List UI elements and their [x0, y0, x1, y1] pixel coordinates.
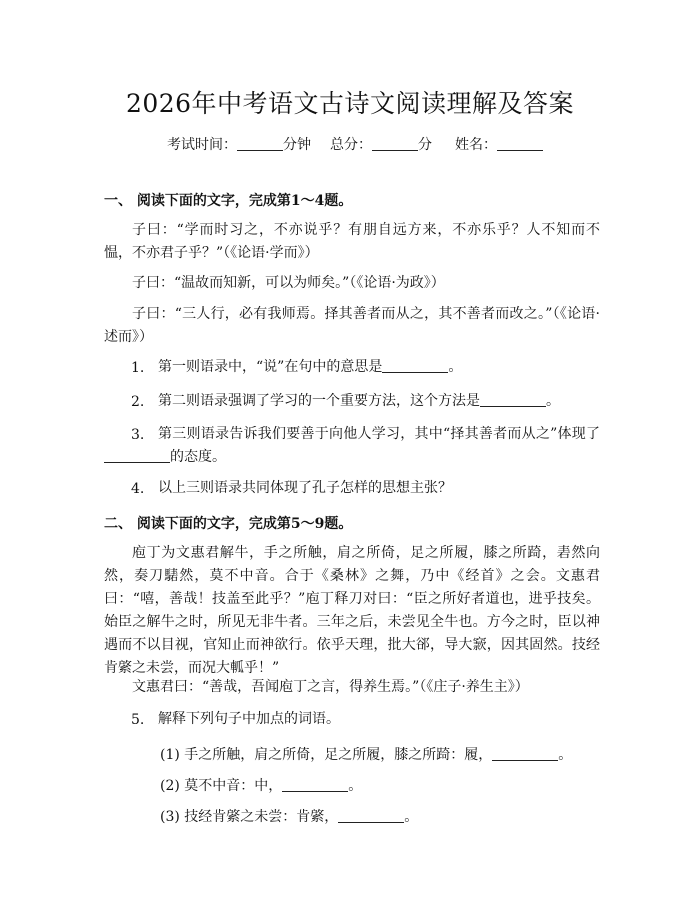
question-5-item-3: [160, 806, 418, 826]
question-4: [158, 477, 452, 500]
item-2-suffix: 。: [348, 778, 363, 794]
item-2-text: 莫不中音：中，: [184, 778, 283, 794]
question-4-number: 4.: [131, 481, 145, 497]
exam-time-unit: 分钟: [283, 137, 311, 153]
exam-time-blank[interactable]: [237, 136, 283, 151]
question-3-number: 3.: [131, 427, 145, 443]
exam-time-label: 考试时间：: [167, 137, 237, 153]
item-3-text: 技经肯綮之未尝：肯綮，: [184, 809, 339, 825]
question-4-text: 以上三则语录共同体现了孔子怎样的思想主张？: [158, 480, 452, 496]
total-score-unit: 分: [418, 137, 432, 153]
question-1-number: 1.: [131, 360, 145, 376]
question-2-suffix: 。: [546, 393, 560, 409]
question-2-text: 第二则语录强调了学习的一个重要方法，这个方法是: [158, 393, 480, 409]
question-3: [104, 423, 600, 469]
section-2-heading: 二、 阅读下面的文字，完成第5～9题。: [104, 516, 353, 532]
section-1-heading: 一、 阅读下面的文字，完成第1～4题。: [104, 193, 353, 209]
exam-time-field: [167, 134, 311, 154]
item-1-text: 手之所触，肩之所倚，足之所履，膝之所踦：履，: [184, 747, 493, 763]
passage-wenhuijun: 文惠君曰：“善哉，吾闻庖丁之言，得养生焉。”（《庄子·养生主》）: [132, 679, 529, 695]
question-1: [158, 356, 462, 379]
passage-lunyu-1: 子曰：“学而时习之，不亦说乎？有朋自远方来，不亦乐乎？人不知而不愠，不亦君子乎？”（《论语·学而》）: [104, 222, 600, 261]
student-name-blank[interactable]: [497, 136, 543, 151]
passage-paoding: 庖丁为文惠君解牛，手之所触，肩之所倚，足之所履，膝之所踦，砉然向然，奏刀騞然，莫不中音。合于《桑林》之舞，乃中《经首》之会。文惠君曰：“嘻，善哉！技盖至此乎？”庖丁释刀对曰：“臣之所好者道也，进乎技矣。始臣之解牛之时，所见无非牛者。三年之后，未尝见全牛也。方今之时，臣以神遇而不以目视，官知止而神欲行。依乎天理，批大郤，导大窾，因其固然。技经肯綮之未尝，而况大軱乎！”: [104, 545, 600, 676]
total-score-field: [330, 134, 432, 154]
question-5-item-1: [160, 744, 572, 764]
question-3-suffix: 的态度。: [170, 449, 226, 465]
question-3-text: 第三则语录告诉我们要善于向他人学习，其中“择其善者而从之”体现了: [158, 426, 600, 442]
question-3-answer-blank[interactable]: [104, 448, 170, 463]
question-2: [158, 390, 560, 413]
item-3-suffix: 。: [404, 809, 419, 825]
question-5-item-2: [160, 775, 362, 795]
question-1-answer-blank[interactable]: [382, 358, 448, 373]
item-1-number: (1): [160, 747, 180, 763]
item-1-suffix: 。: [558, 747, 573, 763]
passage-lunyu-3: 子曰：“三人行，必有我师焉。择其善者而从之，其不善者而改之。”（《论语·述而》）: [104, 306, 600, 345]
item-2-number: (2): [160, 778, 180, 794]
question-1-text: 第一则语录中，“说”在句中的意思是: [158, 359, 383, 375]
question-5-text: 解释下列句子中加点的词语。: [158, 711, 340, 727]
total-score-label: 总分：: [330, 137, 372, 153]
item-3-answer-blank[interactable]: [338, 808, 404, 823]
student-name-label: 姓名：: [455, 137, 497, 153]
total-score-blank[interactable]: [372, 136, 418, 151]
question-1-suffix: 。: [448, 359, 463, 375]
question-2-number: 2.: [131, 394, 145, 410]
page-title: 2026年中考语文古诗文阅读理解及答案: [125, 89, 575, 118]
question-5-number: 5.: [131, 712, 145, 728]
item-3-number: (3): [160, 809, 180, 825]
item-1-answer-blank[interactable]: [492, 746, 558, 761]
passage-lunyu-2: 子曰：“温故而知新，可以为师矣。”（《论语·为政》）: [132, 275, 445, 291]
item-2-answer-blank[interactable]: [282, 777, 348, 792]
student-name-field: [455, 134, 543, 154]
question-2-answer-blank[interactable]: [480, 392, 546, 407]
